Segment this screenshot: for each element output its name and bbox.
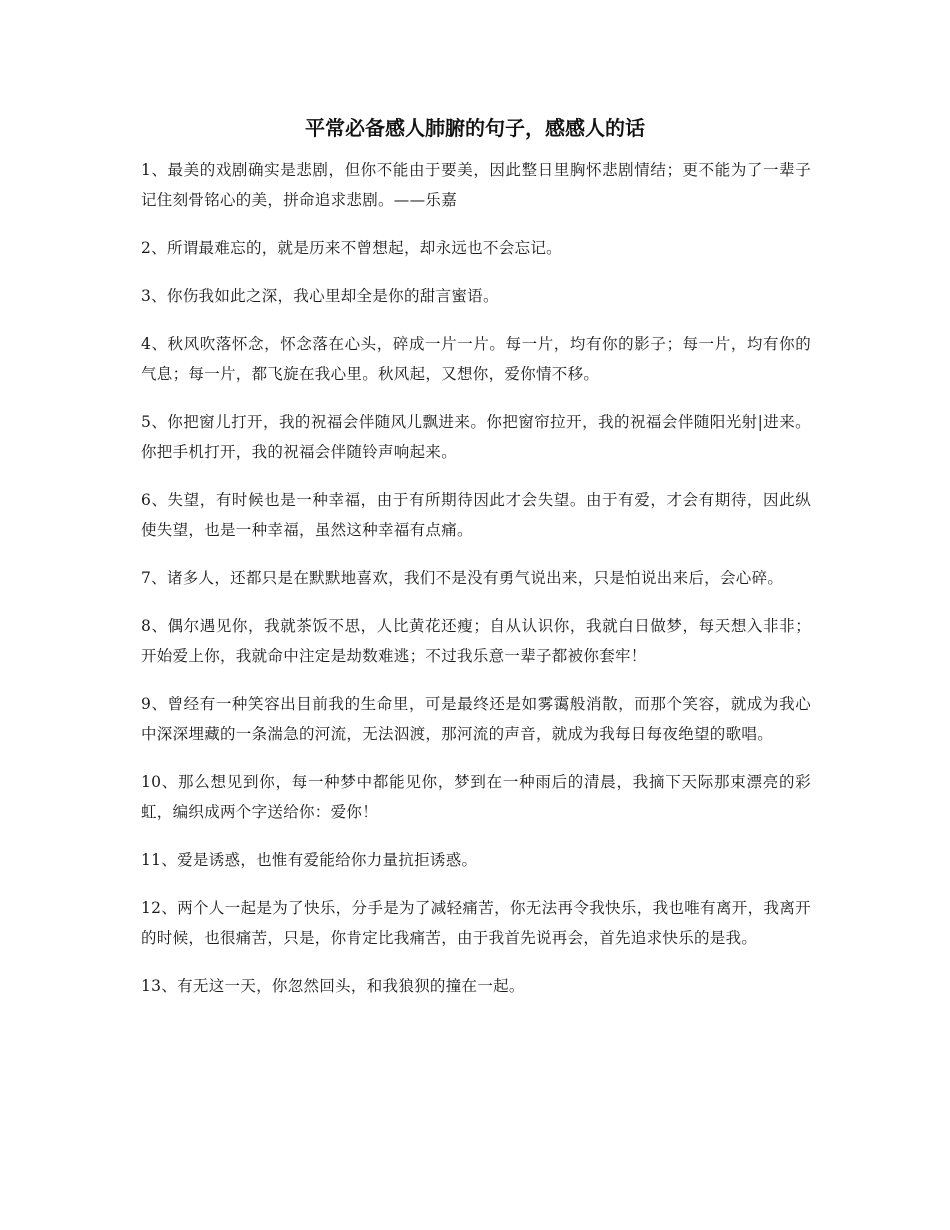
document-body: [141, 155, 811, 1019]
paragraph-1: 1、最美的戏剧确实是悲剧，但你不能由于要美，因此整日里胸怀悲剧情结；更不能为了一辈子记住刻骨铭心的美，拼命追求悲剧。——乐嘉: [141, 161, 811, 209]
paragraph-3: 3、你伤我如此之深，我心里却全是你的甜言蜜语。: [141, 287, 499, 305]
paragraph-13: 13、有无这一天，你忽然回头，和我狼狈的撞在一起。: [141, 977, 525, 995]
paragraph-7: 7、诸多人，还都只是在默默地喜欢，我们不是没有勇气说出来，只是怕说出来后，会心碎。: [141, 569, 784, 587]
paragraph-2: 2、所谓最难忘的，就是历来不曾想起，却永远也不会忘记。: [141, 239, 562, 257]
paragraph-8: 8、偶尔遇见你，我就茶饭不思，人比黄花还瘦；自从认识你，我就白日做梦，每天想入非非；开始爱上你，我就命中注定是劫数难逃；不过我乐意一辈子都被你套牢！: [141, 617, 811, 665]
document-title: 平常必备感人肺腑的句子，感感人的话: [305, 116, 645, 140]
paragraph-9: 9、曾经有一种笑容出目前我的生命里，可是最终还是如雾霭般消散，而那个笑容，就成为我心中深深埋藏的一条湍急的河流，无法泅渡，那河流的声音，就成为我每日每夜绝望的歌唱。: [141, 695, 811, 743]
paragraph-4: 4、秋风吹落怀念，怀念落在心头，碎成一片一片。每一片，均有你的影子；每一片，均有你的气息；每一片，都飞旋在我心里。秋风起，又想你，爱你情不移。: [141, 335, 811, 383]
paragraph-5: 5、你把窗儿打开，我的祝福会伴随风儿飘进来。你把窗帘拉开，我的祝福会伴随阳光射|进来。你把手机打开，我的祝福会伴随铃声响起来。: [141, 413, 811, 461]
paragraph-12: 12、两个人一起是为了快乐，分手是为了减轻痛苦，你无法再令我快乐，我也唯有离开，我离开的时候，也很痛苦，只是，你肯定比我痛苦，由于我首先说再会，首先追求快乐的是我。: [141, 899, 811, 947]
paragraph-6: 6、失望，有时候也是一种幸福，由于有所期待因此才会失望。由于有爱，才会有期待，因此纵使失望，也是一种幸福，虽然这种幸福有点痛。: [141, 491, 811, 539]
paragraph-10: 10、那么想见到你，每一种梦中都能见你，梦到在一种雨后的清晨，我摘下天际那束漂亮的彩虹，编织成两个字送给你：爱你！: [141, 773, 811, 821]
paragraph-11: 11、爱是诱惑，也惟有爱能给你力量抗拒诱惑。: [141, 851, 478, 869]
